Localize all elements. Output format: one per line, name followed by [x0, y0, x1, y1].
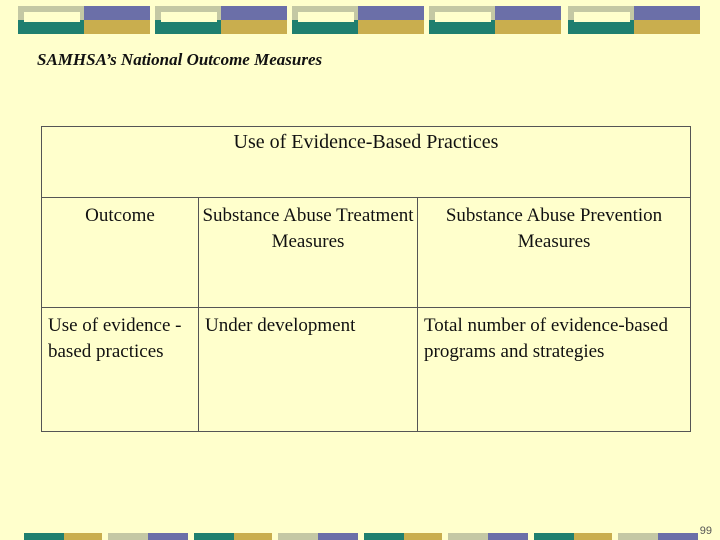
cell-outcome: Use of evidence -based practices — [42, 308, 199, 432]
decorative-footer-strip — [24, 533, 720, 540]
slide-title: SAMHSA’s National Outcome Measures — [37, 50, 323, 69]
header-treatment-measures: Substance Abuse Treatment Measures — [199, 198, 418, 308]
page-number: 99 — [699, 525, 712, 537]
decorative-block — [155, 6, 287, 34]
decorative-block — [568, 6, 700, 34]
decorative-block — [18, 6, 150, 34]
cell-treatment-measure: Under development — [199, 308, 418, 432]
decorative-block — [429, 6, 561, 34]
header-prevention-measures: Substance Abuse Prevention Measures — [418, 198, 691, 308]
table-caption: Use of Evidence-Based Practices — [42, 127, 691, 198]
evidence-based-practices-table — [41, 126, 691, 432]
header-outcome: Outcome — [42, 198, 199, 308]
decorative-header-banner — [18, 6, 718, 34]
cell-prevention-measure: Total number of evidence-based programs and strategies — [418, 308, 691, 432]
decorative-block — [292, 6, 424, 34]
